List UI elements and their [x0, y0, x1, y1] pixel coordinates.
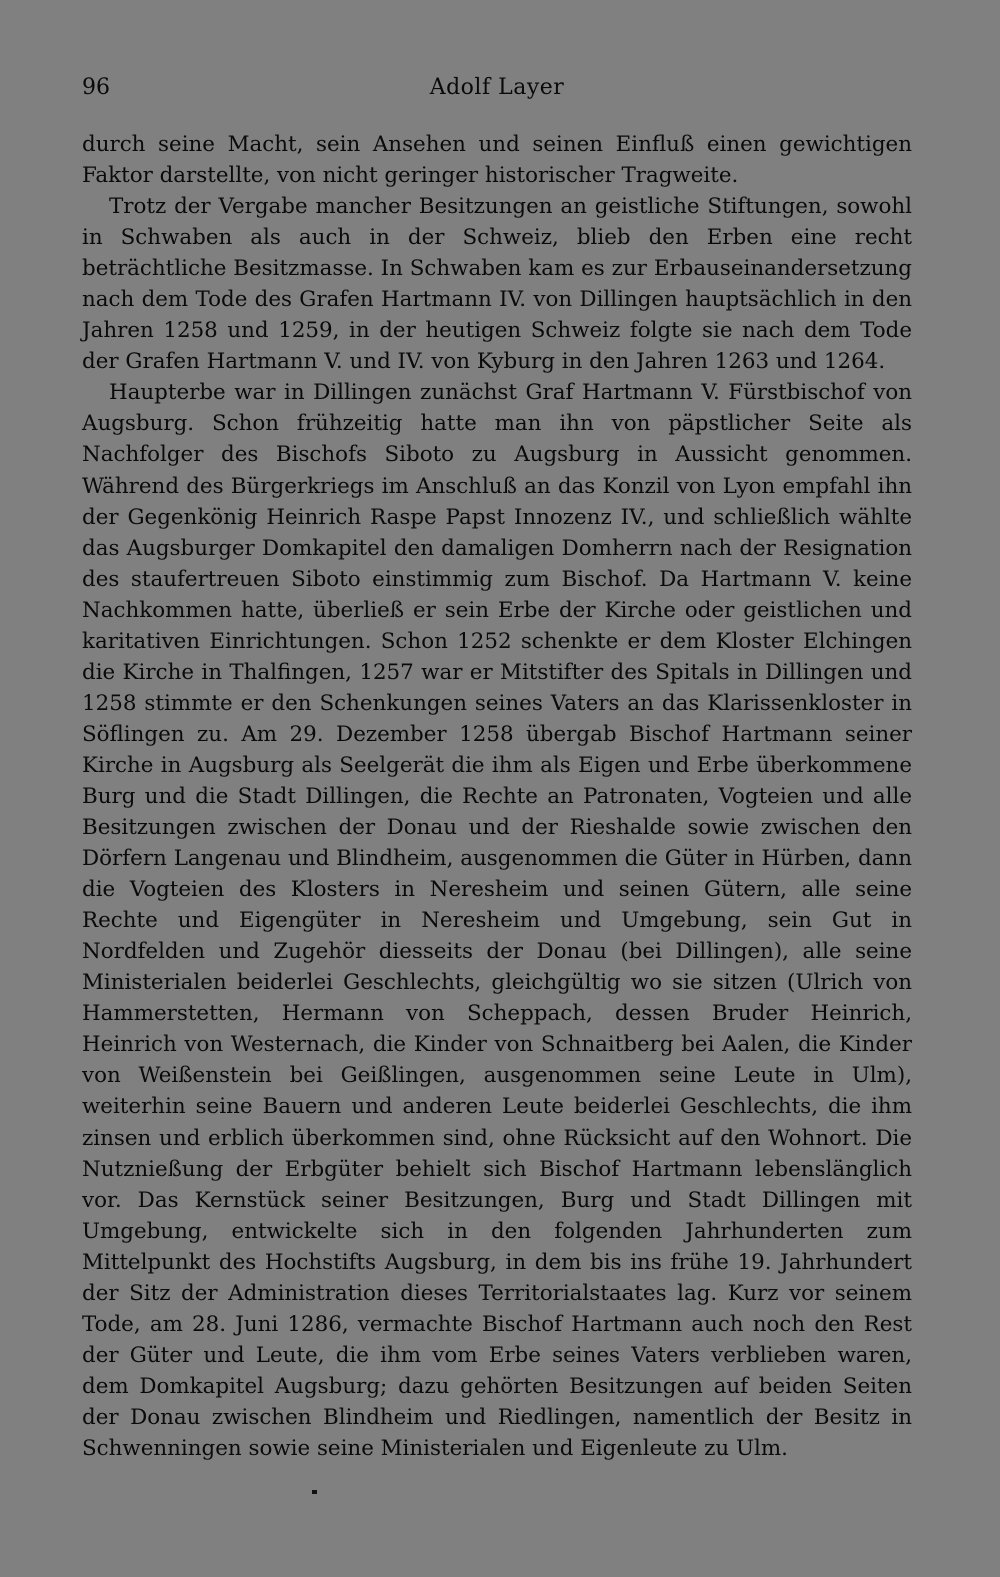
- paragraph-continuation: durch seine Macht, sein Ansehen und seinen Einfluß einen gewichtigen Faktor darstellte, von nicht geringer historischer Tragweite.: [82, 132, 912, 189]
- page-number: 96: [82, 75, 110, 100]
- running-head: [82, 70, 912, 110]
- running-head-title: Adolf Layer: [429, 75, 565, 100]
- book-page: [82, 70, 912, 1464]
- paragraph-haupterbe: Haupterbe war in Dillingen zunächst Graf Hartmann V. Fürstbischof von Augsburg. Schon frühzeitig hatte man ihn von päpstlicher Seite als Nachfolger des Bischofs Siboto zu Augsburg in Aussicht genommen. Während des Bürgerkriegs im Anschluß an das Konzil von Lyon empfahl ihn der Gegenkönig Heinrich Raspe Papst Innozenz IV., und schließlich wählte das Augsburger Domkapitel den damaligen Domherrn nach der Resignation des staufertreuen Siboto einstimmig zum Bischof. Da Hartmann V. keine Nachkommen hatte, überließ er sein Erbe der Kirche oder geistlichen und karitativen Einrichtungen. Schon 1252 schenkte er dem Kloster Elchingen die Kirche in Thalfingen, 1257 war er Mitstifter des Spitals in Dillingen und 1258 stimmte er den Schenkungen seines Vaters an das Klarissenkloster in Söflingen zu. Am 29. Dezember 1258 übergab Bischof Hartmann seiner Kirche in Augsburg als Seelgerät die ihm als Eigen und Erbe überkommene Burg und die Stadt Dillingen, die Rechte an Patronaten, Vogteien und alle Besitzungen zwischen der Donau und der Rieshalde sowie zwischen den Dörfern Langenau und Blindheim, ausgenommen die Güter in Hürben, dann die Vogteien des Klosters in Neresheim und seinen Gütern, alle seine Rechte und Eigengüter in Neresheim und Umgebung, sein Gut in Nordfelden und Zugehör diesseits der Donau (bei Dillingen), alle seine Ministerialen beiderlei Geschlechts, gleichgültig wo sie sitzen (Ulrich von Hammerstetten, Hermann von Scheppach, dessen Bruder Heinrich, Heinrich von Westernach, die Kinder von Schnaitberg bei Aalen, die Kinder von Weißenstein bei Geißlingen, ausgenommen seine Leute in Ulm), weiterhin seine Bauern und anderen Leute beiderlei Geschlechts, die ihm zinsen und erblich überkommen sind, ohne Rücksicht auf den Wohnort. Die Nutznießung der Erbgüter behielt sich Bischof Hartmann lebenslänglich vor. Das Kernstück seiner Besitzungen, Burg und Stadt Dillingen mit Umgebung, entwickelte sich in den folgenden Jahrhunderten zum Mittelpunkt des Hochstifts Augsburg, in dem bis ins frühe 19. Jahrhundert der Sitz der Administration dieses Territorialstaates lag. Kurz vor seinem Tode, am 28. Juni 1286, vermachte Bischof Hartmann auch noch den Rest der Güter und Leute, die ihm vom Erbe seines Vaters verblieben waren, dem Domkapitel Augsburg; dazu gehörten Besitzungen auf beiden Seiten der Donau zwischen Blindheim und Riedlingen, namentlich der Besitz in Schwenningen sowie seine Ministerialen und Eigenleute zu Ulm.: [82, 380, 912, 1461]
- body-text: [82, 129, 912, 1464]
- ink-speck: [312, 1490, 317, 1494]
- paragraph-besitzmasse: Trotz der Vergabe mancher Besitzungen an geistliche Stiftungen, sowohl in Schwaben als auch in der Schweiz, blieb den Erben eine recht beträchtliche Besitzmasse. In Schwaben kam es zur Erbauseinandersetzung nach dem Tode des Grafen Hartmann IV. von Dillingen hauptsächlich in den Jahren 1258 und 1259, in der heutigen Schweiz folgte sie nach dem Tode der Grafen Hartmann V. und IV. von Kyburg in den Jahren 1263 und 1264.: [82, 194, 912, 375]
